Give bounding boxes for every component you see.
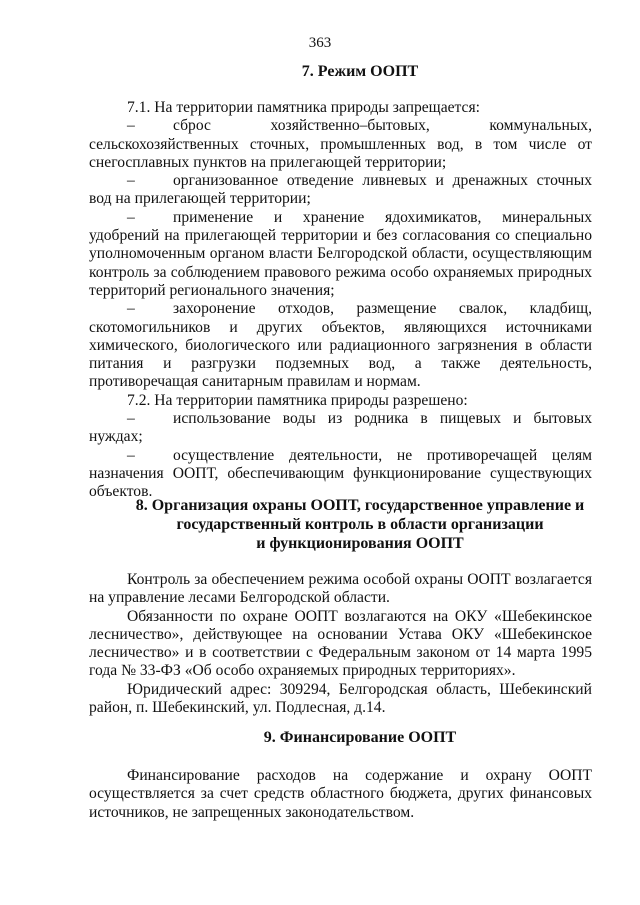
section-7-2-intro: 7.2. На территории памятника природы разрешено: bbox=[127, 391, 468, 409]
restriction-item-text: сброс хозяйственно–бытовых, коммунальных, сельскохозяйственных сточных, промышленных вод, в том числе от снегосплавных пунктов на прилегающей территории; bbox=[89, 117, 592, 171]
permission-item-text: осуществление деятельности, не противоречащей целям назначения ООПТ, обеспечивающим функционирование существующих объектов. bbox=[89, 446, 592, 501]
dash-bullet: – bbox=[127, 446, 135, 464]
dash-bullet: – bbox=[127, 300, 135, 318]
restriction-item bbox=[89, 117, 592, 172]
permission-item bbox=[89, 447, 592, 502]
section-9-heading: 9. Финансирование ООПТ bbox=[263, 729, 457, 746]
section-8-heading-line: и функционирования ООПТ bbox=[256, 535, 464, 552]
section-8-heading-line: государственный контроль в области организации bbox=[176, 516, 544, 533]
section-8-heading bbox=[40, 496, 640, 553]
section-8-heading-line: 8. Организация охраны ООПТ, государственное управление и bbox=[135, 497, 585, 514]
restriction-item-text: применение и хранение ядохимикатов, минеральных удобрений на прилегающей территории и без согласования со специально уполномоченным органом власти Белгородской области, осуществляющим контроль за соблюдением правового режима особо охраняемых природных территорий регионального значения; bbox=[89, 208, 592, 299]
restriction-item-text: захоронение отходов, размещение свалок, кладбищ, скотомогильников и других объектов, являющихся источниками химического, биологического или радиационного загрязнения в области питания и разгрузки подземных вод, а также деятельность, противоречащая санитарным правилам и нормам. bbox=[89, 300, 592, 391]
page-number: 363 bbox=[308, 35, 332, 51]
paragraph: Финансирование расходов на содержание и охрану ООПТ осуществляется за счет средств областного бюджета, других финансовых источников, не запрещенных законодательством. bbox=[89, 767, 592, 821]
section-8-body bbox=[89, 571, 592, 717]
dash-bullet: – bbox=[127, 208, 135, 226]
section-7-1-intro: 7.1. На территории памятника природы запрещается: bbox=[127, 99, 480, 116]
paragraph: Контроль за обеспечением режима особой охраны ООПТ возлагается на управление лесами Белгородской области. bbox=[89, 571, 592, 607]
restriction-item bbox=[89, 209, 592, 300]
section-9-body bbox=[89, 767, 592, 822]
restriction-item bbox=[89, 172, 592, 209]
section-7-body bbox=[89, 99, 592, 502]
dash-bullet: – bbox=[127, 117, 135, 135]
restriction-item bbox=[89, 300, 592, 391]
permission-item bbox=[89, 410, 592, 447]
paragraph: Обязанности по охране ООПТ возлагаются на ОКУ «Шебекинское лесничество», действующее на основании Устава ОКУ «Шебекинское лесничество» и в соответствии с Федеральным законом от 14 марта 1995 года № 33-ФЗ «Об особо охраняемых природных территориях». bbox=[89, 607, 592, 680]
permission-item-text: использование воды из родника в пищевых и бытовых нуждах; bbox=[89, 410, 592, 446]
dash-bullet: – bbox=[127, 172, 135, 190]
dash-bullet: – bbox=[127, 410, 135, 428]
section-7-heading: 7. Режим ООПТ bbox=[301, 63, 419, 80]
legal-address: Юридический адрес: 309294, Белгородская область, Шебекинский район, п. Шебекинский, ул. Подлесная, д.14. bbox=[89, 680, 592, 717]
restriction-item-text: организованное отведение ливневых и дренажных сточных вод на прилегающей территории; bbox=[89, 172, 592, 208]
